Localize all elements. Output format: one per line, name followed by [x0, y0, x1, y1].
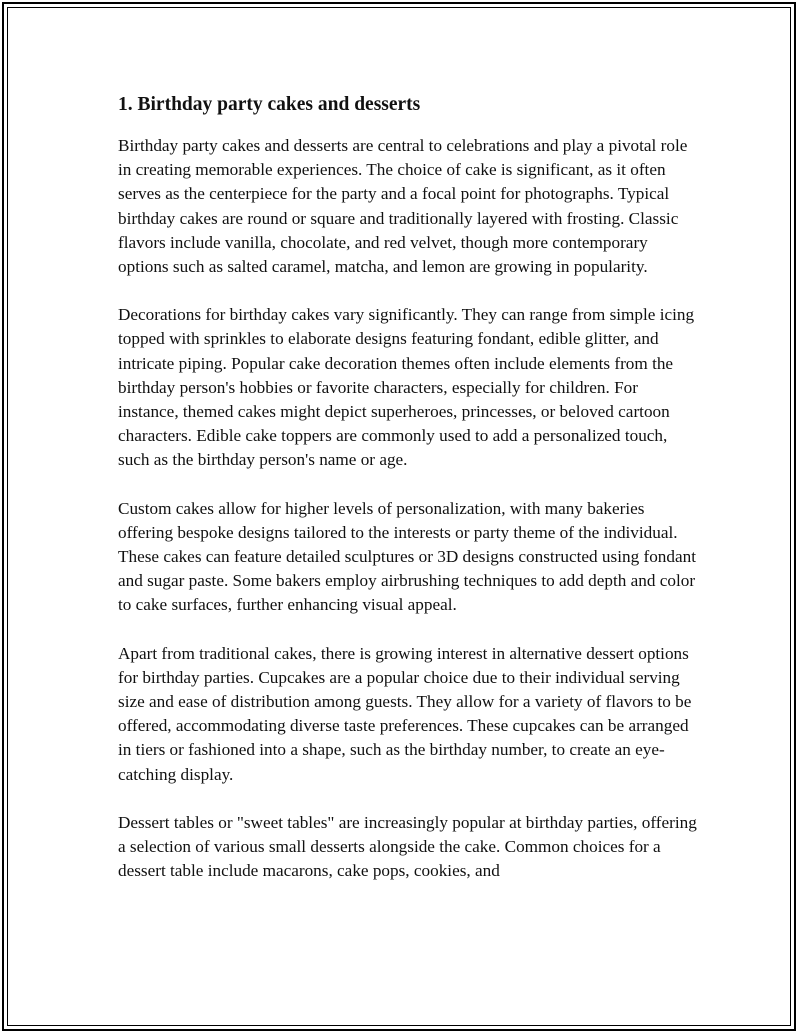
paragraph-5: Dessert tables or "sweet tables" are increasingly popular at birthday parties, offering a selection of various small desserts alongside the cake. Common choices for a dessert table include macarons, cake pops, cookies, and	[118, 812, 697, 881]
document-body	[118, 90, 698, 907]
paragraph-1: Birthday party cakes and desserts are central to celebrations and play a pivotal role in creating memorable experiences. The choice of cake is significant, as it often serves as the centerpiece for the party and a focal point for photographs. Typical birthday cakes are round or square and traditionally layered with frosting. Classic flavors include vanilla, chocolate, and red velvet, though more contemporary options such as salted caramel, matcha, and lemon are growing in popularity.	[118, 136, 688, 277]
section-heading: 1. Birthday party cakes and desserts	[118, 94, 421, 115]
paragraph-3: Custom cakes allow for higher levels of personalization, with many bakeries offering bespoke designs tailored to the interests or party theme of the individual. These cakes can feature detailed sculptures or 3D designs constructed using fondant and sugar paste. Some bakers employ airbrushing techniques to add depth and color to cake surfaces, further enhancing visual appeal.	[118, 498, 696, 615]
paragraph-2: Decorations for birthday cakes vary significantly. They can range from simple icing topped with sprinkles to elaborate designs featuring fondant, edible glitter, and intricate piping. Popular cake decoration themes often include elements from the birthday person's hobbies or favorite characters, especially for children. For instance, themed cakes might depict superheroes, princesses, or beloved cartoon characters. Edible cake toppers are commonly used to add a personalized touch, such as the birthday person's name or age.	[118, 305, 695, 470]
paragraph-4: Apart from traditional cakes, there is growing interest in alternative dessert options for birthday parties. Cupcakes are a popular choice due to their individual serving size and ease of distribution among guests. They allow for a variety of flavors to be offered, accommodating diverse taste preferences. These cupcakes can be arranged in tiers or fashioned into a shape, such as the birthday number, to create an eye-catching display.	[118, 643, 692, 784]
